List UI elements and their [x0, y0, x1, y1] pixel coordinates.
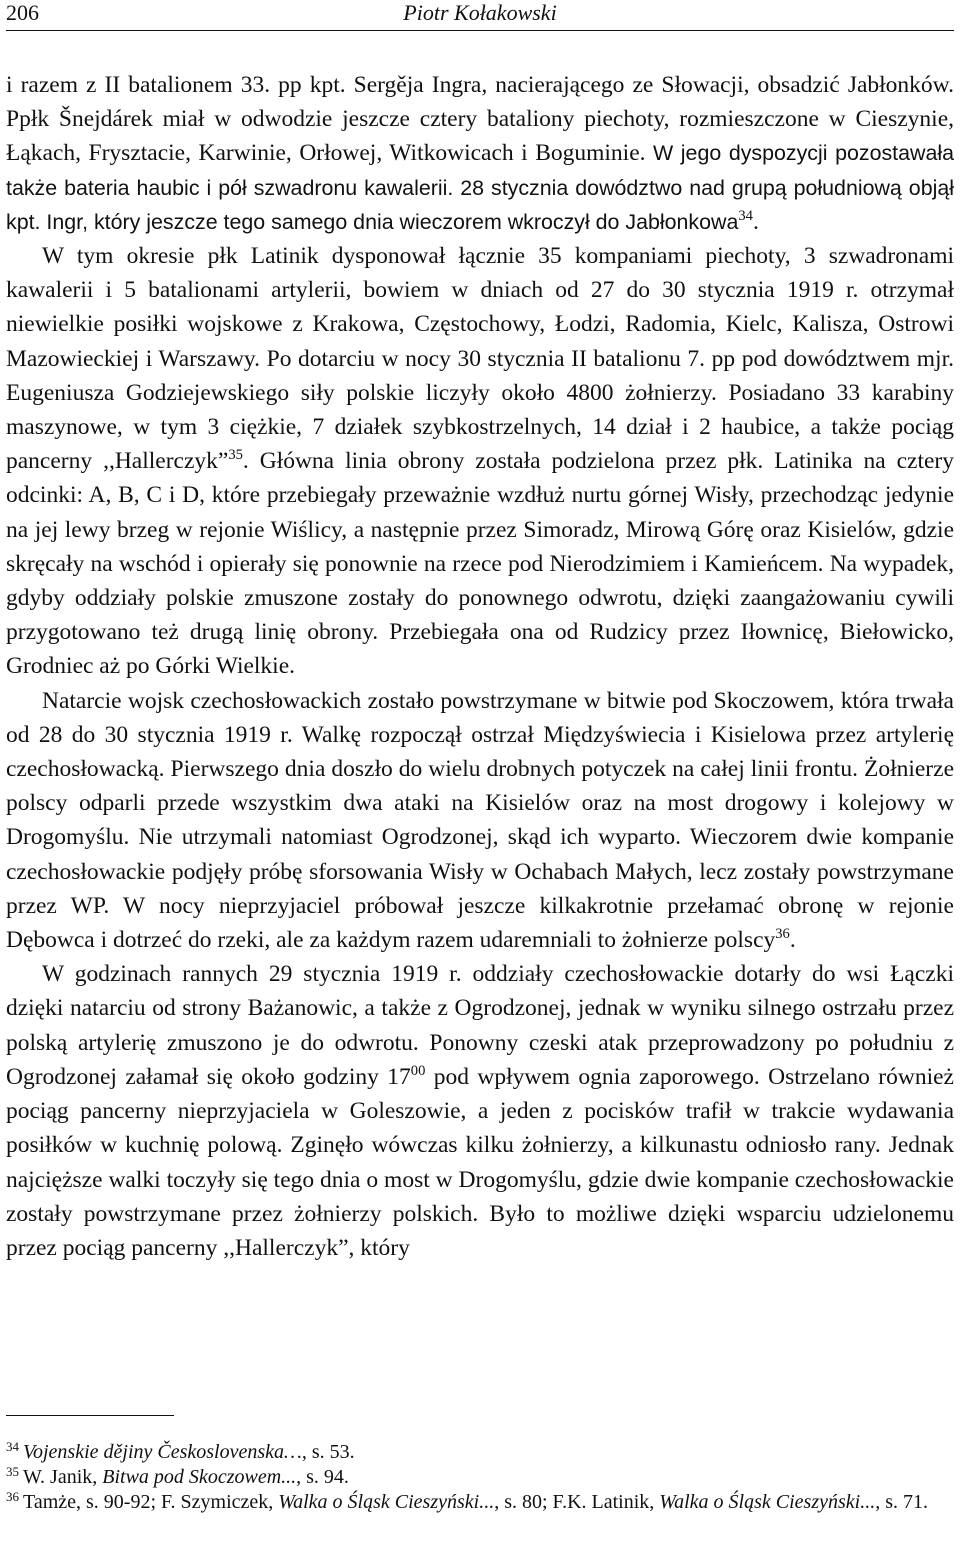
paragraph-2-text-a: W tym okresie płk Latinik dysponował łącznie 35 kompaniami piechoty, 3 szwadronami kawalerii i 5 batalionami artylerii, bowiem w dniach od 27 do 30 stycznia 1919 r. otrzymał niewielkie posiłki wojskowe z Krakowa, Częstochowy, Łodzi, Radomia, Kielc, Kalisza, Ostrowi Mazowieckiej i Warszawy. Po dotarciu w nocy 30 stycznia II batalionu 7. pp pod dowództwem mjr. Eugeniusza Godziejewskiego siły polskie liczyły około 4800 żołnierzy. Posiadano 33 karabiny maszynowe, w tym 3 ciężkie, 7 działek szybkostrzelnych, 14 dział i 2 haubice, a także pociąg pancerny ,,Hallerczyk”: [6, 243, 954, 475]
footnotes: [6, 1440, 954, 1515]
footnote-mid: , s. 80; F.K. Latinik,: [494, 1491, 660, 1513]
footnote-number: 34: [6, 1439, 19, 1454]
footnote-number: 36: [6, 1489, 19, 1504]
footnote-ref-34: 34: [738, 207, 753, 224]
paragraph-3-text-a: Natarcie wojsk czechosłowackich zostało powstrzymane w bitwie pod Skoczowem, która trwała od 28 do 30 stycznia 1919 r. Walkę rozpoczął ostrzał Międzyświecia i Kisielowa przez artylerię czechosłowacką. Pierwszego dnia doszło do wielu drobnych potyczek na całej linii frontu. Żołnierze polscy odparli przede wszystkim dwa ataki na Kisielów oraz na most drogowy i kolejowy w Drogomyślu. Nie utrzymali natomiast Ogrodzonej, skąd ich wyparto. Wieczorem dwie kompanie czechosłowackie podjęły próbę sforsowania Wisły w Ochabach Małych, lecz zostały powstrzymane przez WP. W nocy nieprzyjaciel próbował jeszcze kilkakrotnie przełamać obronę w rejonie Dębowca i dotrzeć do rzeki, ale za każdym razem udaremniali to żołnierze polscy: [6, 687, 954, 954]
paragraph-3-text-b: .: [789, 927, 796, 954]
paragraph-2-text-b: . Główna linia obrony została podzielona przez płk. Latinika na cztery odcinki: A, B, C i D, które przebiegały przeważnie wzdłuż nurtu górnej Wisły, przechodząc jedynie na jej lewy brzeg w rejonie Wiślicy, a następnie przez Simoradz, Mirową Górę oraz Kisielów, gdzie skręcały na wschód i opierały się ponownie na rzece pod Nierodzimiem i Kamieńcem. Na wypadek, gdyby oddziały polskie zmuszone zostały do ponownego odwrotu, dzięki zaangażowaniu cywili przygotowano też drugą linię obrony. Przebiegała ona od Rudzicy przez Iłownicę, Biełowicko, Grodniec aż po Górki Wielkie.: [6, 448, 954, 680]
page-number: 206: [6, 0, 39, 25]
footnote-rest: , s. 71.: [875, 1491, 928, 1513]
paragraph-4: [6, 957, 954, 1265]
footnote-36: [6, 1490, 954, 1515]
main-text: [6, 68, 954, 1265]
footnote-title: Bitwa pod Skoczowem...: [102, 1466, 297, 1488]
footnote-separator: [6, 1415, 174, 1416]
footnote-ref-36: 36: [775, 926, 790, 943]
time-superscript: 00: [410, 1062, 426, 1079]
footnote-ref-35: 35: [228, 447, 243, 464]
footnote-title: Vojenskie dějiny Československa…: [23, 1441, 302, 1463]
footnote-rest: , s. 53.: [301, 1441, 355, 1463]
paragraph-1-text-c: .: [752, 208, 759, 235]
paragraph-3: [6, 684, 954, 958]
running-header: [6, 0, 954, 31]
running-head-author: Piotr Kołakowski: [403, 0, 557, 25]
footnote-35: [6, 1465, 954, 1490]
footnote-rest: , s. 94.: [296, 1466, 349, 1488]
footnote-title-2: Walka o Śląsk Cieszyński...: [659, 1491, 876, 1513]
paragraph-1-text-b: W jego dyspozycji pozostawała także bateria haubic i pół szwadronu kawalerii. 28 stycznia dowództwo nad grupą południową objął kpt. Ingr, który jeszcze tego samego dnia wieczorem wkroczył do Jabłonkowa: [6, 141, 954, 234]
paragraph-1: [6, 68, 954, 239]
footnote-pre: W. Janik,: [23, 1466, 103, 1488]
footnote-number: 35: [6, 1464, 19, 1479]
footnote-34: [6, 1440, 954, 1465]
footnote-title: Walka o Śląsk Cieszyński...: [278, 1491, 495, 1513]
paragraph-4-text-a: W godzinach rannych 29 stycznia 1919 r. oddziały czechosłowackie dotarły do wsi Łączki dzięki natarciu od strony Bażanowic, a także z Ogrodzonej, jednak w wyniku silnego ostrzału przez polską artylerię zmuszono je do odwrotu. Ponowny czeski atak przeprowadzony po południu z Ogrodzonej załamał się około godziny 17: [6, 961, 954, 1090]
paragraph-1-text-a: i razem z II batalionem 33. pp kpt. Sergěja Ingra, nacierającego ze Słowacji, obsadzić Jabłonków. Ppłk Šnejdárek miał w odwodzie jeszcze cztery bataliony piechoty, rozmieszczone w Cieszynie, Łąkach, Frysztacie, Karwinie, Orłowej, Witkowicach i Boguminie.: [6, 72, 954, 167]
footnote-pre: Tamże, s. 90-92; F. Szymiczek,: [23, 1491, 279, 1513]
paragraph-2: [6, 239, 954, 684]
paragraph-4-text-b: pod wpływem ognia zaporowego. Ostrzelano również pociąg pancerny nieprzyjaciela w Goleszowie, a jeden z pocisków trafił w trakcie wydawania posiłków w kuchnię polową. Zginęło wówczas kilku żołnierzy, a kilkunastu odniosło rany. Jednak najcięższe walki toczyły się tego dnia o most w Drogomyślu, gdzie dwie kompanie czechosłowackie zostały powstrzymane przez żołnierzy polskich. Było to możliwe dzięki wsparciu udzielonemu przez pociąg pancerny ,,Hallerczyk”, który: [6, 1063, 954, 1261]
